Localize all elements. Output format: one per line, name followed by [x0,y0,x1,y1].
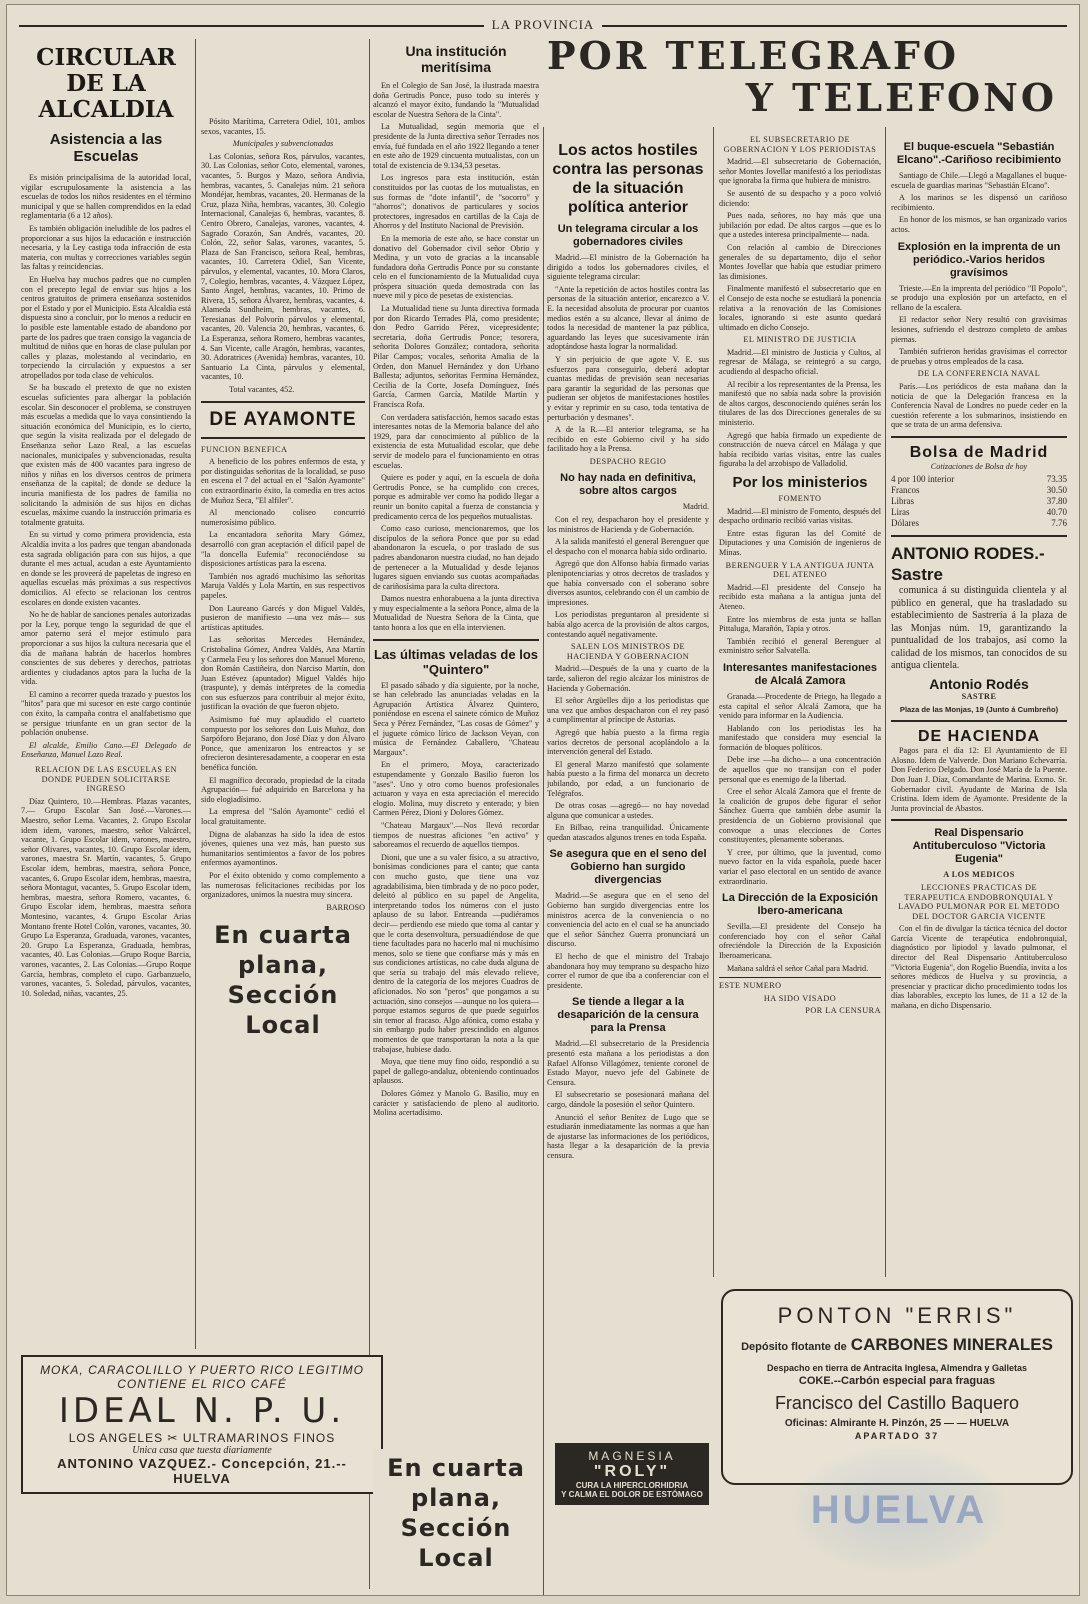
paragraph: El pasado sábado y día siguiente, por la noche, se han celebrado las anunciadas veladas en la Agrupación Artística Álvarez Quintero, poniéndose en escena el sainete cómico de Muñoz Seca y Pérez Fernández, "Las cosas de Gómez" y el juguete cómico lírico de Jackson Veyan, con música de Fernández Caballero, "Chateau Margaux". [373,680,539,757]
paragraph: En Bilbao, reina tranquilidad. Únicamente quedan atascados algunos trenes en toda España. [547,823,709,842]
paragraph: La Mutualidad tiene su Junta directiva formada por don Ricardo Terrades Plá, como presidente; don Pedro Garrido Pérez, vicepresidente; secretaria, doña Gertrudis Ponce; tesorera, señorita Dolores González; contadora, señorita Pilar Campos; vocales, señorita Amalia de la Orden, don Manuel Hernández y don Urbano Ballesta; adjuntos, señoritas Fermina Hernández, Cecilia de la Corte, Josefa Domínguez, Inés García, Carmen García, Matilde Martín y Francisca Rofa. [373,304,539,409]
table-cell: 4 por 100 interior [891,474,955,485]
paragraph: Madrid.—El presidente del Consejo ha recibido esta mañana a la antigua junta del Ateneo. [719,582,881,611]
table-row [891,474,1067,485]
headline-censura: Se tiende a llegar a la desaparición de la censura para la Prensa [557,996,699,1035]
column-3 [373,39,539,1589]
notice-line: ESTE NUMERO [719,981,782,991]
headline-explosion: Explosión en la imprenta de un periódico.-Varios heridos gravísimos [897,240,1061,279]
paragraph: Madrid.—El ministro de Justicia y Cultos, al regresar de Málaga, se reintegró a su cargo, acudiendo al despacho oficial. [719,347,881,377]
table-row [891,518,1067,529]
ad-line: APARTADO 37 [854,1431,940,1441]
paragraph: También sufrieron heridas gravísimas el corrector de pruebas y otros empleados de la casa. [891,347,1067,366]
paragraph: En Huelva hay muchos padres que no cumplen con el precepto legal de enviar sus hijos a los centros gratuitos de primera enseñanza sostenidos por el Estado y por el Municipio. Esta Alcaldía está dispuesta sino a concluir, por lo menos a reducir en lo posible este lamentable estado de abandono por parte de los padres que traen consigo la vagancia de multitud de niños que en horas de clase pululan por calles y plazas, molestando al vecindario, en torpeciendo la circulación y expuestos a ser atropellados por toda clase de vehículos. [21,274,191,380]
paragraph: A de la R.—El anterior telegrama, se ha recibido en este Gobierno civil y ha sido facilitado hoy a la Prensa. [547,425,709,454]
headline-exposicion: La Dirección de la Exposición Ibero-americana [722,892,878,918]
paragraph: Quiere es poder y aquí, en la escuela de doña Gertrudis Ponce, se ha cumplido con creces, porque es admirable ver como ha podido llegar a reunir un bonito capital a fuerza de constancia y predicamento cerca de los pequeños mutualistas. [373,473,539,521]
column-4 [547,135,709,1575]
paragraph: Anunció el señor Benítez de Lugo que se estudiarán inmediatamente las normas a que han de ajustarse las informaciones de los periódicos, hasta llegar a la desaparición de la previa censura. [547,1112,709,1160]
total-vacancies: Total vacantes, 452. [229,385,295,395]
paragraph: A la salida manifestó el general Berenguer que el despacho con el monarca había sido ordinario. [547,537,709,556]
paragraph: También recibió el general Berenguer al exministro señor Salvatella. [719,636,881,656]
ad-line-group [729,1335,1065,1355]
banner-line-1: POR TELEGRAFO [547,33,960,78]
paragraph: Digna de alabanzas ha sido la idea de estos jóvenes, quienes una vez más, han puesto sus humanitarios sentimientos a favor de los pobres enfermos ayamontinos. [201,829,365,868]
paragraph: El subsecretario se posesionará mañana del cargo, dándole la posesión el señor Quintero. [547,1090,709,1109]
headline-rodes: ANTONIO RODES.-Sastre [891,544,1045,585]
ad-brand: IDEAL N. P. U. [58,1391,346,1431]
ad-line: CONTIENE EL RICO CAFÉ [117,1377,287,1391]
paragraph: Los periodistas preguntaron al presidente si había algo acerca de la provisión de altos cargos, contestando aquél negativamente. [547,610,709,639]
paragraph: Entre los miembros de esta junta se hallan Pittaluga, Marañón, Tapia y otros. [719,614,881,634]
ad-line: MOKA, CARACOLILLO Y PUERTO RICO LEGITIMO [40,1363,364,1377]
paragraph: Finalmente manifestó el subsecretario que en el Consejo de esta noche se estudiará la ponencia relativa a la renovación de las Comisiones locales, ignorando si este asunto quedará ultimado en dicho Consejo. [719,284,881,332]
ad-brand: "ROLY" [593,1463,671,1480]
section-divider [373,639,539,641]
paragraph: El camino a recorrer queda trazado y puestos los "hitos" para que mi sucesor en este cargo continúe con éxito, la campaña contra el analfabetismo que se persigue triunfante en un gran sector de la población onubense. [21,689,191,738]
headline-ayamonte: DE AYAMONTE [209,408,357,430]
paragraph: Don Laureano Garcés y don Miguel Valdés, pusieron de manifiesto —una vez más— sus artísticas aptitudes. [201,603,365,632]
paragraph: Madrid.—El ministro de la Gobernación ha dirigido a todos los gobernadores civiles, el siguiente telegrama circular: [547,253,709,282]
paragraph: La empresa del "Salón Ayamonte" cedió el local gratuitamente. [201,807,365,826]
paragraph: Los ingresos para esta institución, están constituidos por las cuotas de los mutualistas, en sus formas de "dote infantil", de "socorro" y "ahorros"; donativos de particulares y socios protectores, ingresados en cartillas de la Caja de Ahorros y del Instituto Nacional de Previsión. [373,173,539,231]
paragraph: París.—Los periódicos de esta mañana dan la noticia de que la Delegación francesa en la Conferencia Naval de Londres no puede ceder en la cuestión referente a los submarinos, insistiendo en que se trata de un arma defensiva. [891,381,1067,430]
ad-brand: PONTON "ERRIS" [777,1303,1017,1328]
subheadline-asistencia: Asistencia a las Escuelas [49,131,163,165]
section-divider [201,437,365,439]
paragraph: Granada.—Procedente de Priego, ha llegado a esta capital el señor Alcalá Zamora, que ha venido para informar en la Audiencia. [719,691,881,721]
ad-line: Y CALMA EL DOLOR DE ESTÓMAGO [561,1490,703,1499]
paragraph: En la memoria de este año, se hace constar un donativo del Gobernador civil señor Obrio y Medina, y un voto de gracias a la incansable fundadora doña Gertrudis Ponce por su constante celo en el funcionamiento de la Mutualidad cuya próspera situación queda demostrada con las nueve mil y pico de pesetas de existencias. [373,233,539,301]
cuarta-plana-notice [373,1449,539,1573]
notice-line: POR LA CENSURA [805,1006,881,1016]
paragraph: Agregó que había firmado un expediente de construcción de nueva cárcel en Málaga y que había recibido varias visitas, entre las cuales figuraba la del arzobispo de Valladolid. [719,430,881,469]
paragraph: Al mencionado coliseo concurrió numerosísimo público. [201,508,365,527]
paragraph: Por el éxito obtenido y como complemento a las numerosas felicitaciones recibidas por los organizadores, unimos la nuestra muy sincera. [201,870,365,900]
rodes-name: Antonio Rodés [929,675,1029,692]
rodes-ad-text: comunica á su distinguida clientela y al público en general, que ha trasladado su establecimiento de Sastrería á la plaza de las Monjas núm. 19, garantizando la puntualidad de los trabajos, así como la calidad de los mismos, tan conocidos de su antigua clientela. [891,585,1067,672]
watermark-text: HUELVA [810,1487,988,1532]
paragraph: La encantadora señorita Mary Gómez, desarrolló con gran aceptación el difícil papel de "la doncella Eufemia" reconociéndose su disposiciones artísticas para la escena. [201,530,365,569]
paragraph: Agregó que había puesto a la firma regia varios decretos de personal acoplándolo a la intervención general del Estado. [547,727,709,757]
paragraph: El general Marzo manifestó que solamente había puesto a la firma del monarca un decreto jubilando, por edad, a un funcionario de Telégrafos. [547,759,709,798]
table-row [891,507,1067,518]
section-divider [891,436,1067,438]
headline-actos-hostiles: Los actos hostiles contra las personas de la situación política anterior [552,142,704,216]
paragraph: Es también obligación ineludible de los padres el proporcionar a sus hijos la educación e instrucción necesaria, y la Ley castiga toda infracción de esta materia, con multas y correcciones variables según las faltas y reincidencias. [21,223,191,272]
section-label: DESPACHO REGIO [589,456,667,466]
rodes-address: Plaza de las Monjas, 19 (Junto á Cumbreño) [899,704,1059,714]
paragraph: A los marinos se les dispensó un cariñoso recibimiento. [891,193,1067,212]
masthead [19,17,1067,33]
paragraph: En el primero, Moya, caracterizado estupendamente y Gonzalo Basilio fueron los "ases". Uno y otro como buenos profesionales actuaron y vaya en esta apreciación el merecido elogio. Molina, muy discreto y enterado; y bien Carmen Pérez, Dioni y Dolores Gómez. [373,760,539,818]
table-cell: Libras [891,496,914,507]
section-divider [201,401,365,403]
paragraph: Madrid.—El subsecretario de Gobernación, señor Montes Jovellar manifestó a los periodistas que ignoraba la firma que hubiera de ministro. [719,157,881,186]
subheadline-telegrama: Un telegrama circular a los gobernadores civiles [557,223,699,248]
ad-line: Despacho en tierra de Antracita Inglesa, Almendra y Galletas [767,1363,1027,1373]
paragraph: Madrid.—El ministro de Fomento, después del despacho ordinario recibió varias visitas. [719,506,881,526]
headline-hacienda: DE HACIENDA [917,728,1041,746]
paragraph: Agregó que don Alfonso había firmado varias plenipotenciarias y otros decretos de traslados y que había conversado con el soberano sobre diversos asuntos, celebrando con él un cambio de impresiones. [547,559,709,607]
paragraph: No he de hablar de sanciones penales autorizadas por la Ley, porque tengo la seguridad de que el amor paterno será el mejor estímulo para proporcionar a sus hijos la cultura necesaria que el día de mañana habrán de hacerlos hombres conscientes de sus deberes y derechos, patriotas ardientes y ciudadanos aptos para la lucha de la vida. [21,610,191,687]
headline-veladas: Las últimas veladas de los "Quintero" [373,646,539,677]
ad-line: CARBONES MINERALES [850,1335,1053,1354]
ad-line: Oficinas: Almirante H. Pinzón, 25 — — HUELVA [784,1418,1010,1429]
paragraph: Como caso curioso, mencionaremos, que los discípulos de la señora Ponce que por su edad abandonaron la escuela, o por traslado de sus padres abandonaron nuestra ciudad, no han dejado de pertenecer a la Mutualidad y desde lejanos lugares siguen enviando sus cuotas acompañadas de cariñosísima para la culta directora. [373,524,539,591]
banner-line-2: Y TELEFONO [745,75,1057,120]
paragraph: Con verdadera satisfacción, hemos sacado estas interesantes notas de la Memoria balance del año 1929, para dar conocimiento al público de la existencia de esta Mutualidad escolar, que debe servir de modelo para el funcionamiento en otras escuelas. [373,412,539,470]
paragraph: De otras cosas —agregó— no hay novedad alguna que comunicar a ustedes. [547,801,709,820]
paragraph: Se ausentó de su despacho y a poco volvió diciendo: [719,188,881,208]
archive-watermark [789,1445,1009,1575]
paragraph: Santiago de Chile.—Llegó a Magallanes el buque-escuela de guardias marinas "Sebastián Elcano". [891,171,1067,190]
headline-bolsa: Bolsa de Madrid [909,443,1049,461]
paragraph: Las señoritas Mercedes Hernández, Cristobalina Gómez, Andrea Valdés, Ana Martín y Carmela Feu y los señores don Manuel Moreno, don Román Castiñeira, don Narciso Martín, don Juan Estévez (apuntador) Miguel Valdés hijo (traspunte), y demás intérpretes de la comedia con sus esfuerzos para contribuir al mejor éxito, justifican la ovación de que fueron objeto. [201,635,365,712]
censorship-notice [719,977,881,1016]
subheadline-medicos: A LOS MEDICOS [943,870,1015,880]
paragraph: Con el rey, despacharon hoy el presidente y los ministros de Hacienda y de Gobernación. [547,515,709,534]
list-subtitle: Municipales y subvencionadas [232,139,334,149]
paragraph: Debe irse —ha dicho— a una concentración de aquellos que no transijan con el poder personal que es enemigo de la libertad. [719,755,881,784]
paragraph: Mañana saldrá el señor Cañal para Madrid. [727,963,869,973]
section-label: FOMENTO [778,494,822,503]
paragraph: "Chateau Margaux".—Nos llevó recordar tiempos de nuestras aficiones "en activo" y saboreamos el recuerdo de aquellos tiempos. [373,820,539,850]
subheadline-ministros: SALEN LOS MINISTROS DE HACIENDA Y GOBERNACION [566,642,690,661]
notice-line: Sección Local [400,1514,512,1572]
ad-magnesia-roly [555,1443,709,1505]
notice-line: En cuarta plana, [214,921,352,980]
subheadline-funcion: FUNCION BENEFICA [201,444,288,454]
table-row [891,485,1067,496]
paragraph: Cree el señor Alcalá Zamora que el frente de la coalición de grupos debe figurar el señor Sánchez Guerra que también debe asumir la presidencia de un Gobierno provisional que convoque a unas elecciones de Cortes constituyentes, plenamente soberanas. [719,787,881,845]
schools-list: Díaz Quintero, 10.—Hembras. Plazas vacantes, 7.— Grupo Escolar San José.—Varones.—Maestro, señor Lema. Vacantes, 2. Grupo Escolar idem idem, varones, maestro, señor Valcárcel, vacante, 1. Grupo Escolar idem, varones, maestro, señor Olivares, vacantes, 10. Grupo Escolar idem, varones, maestra Sr. Martín, vacantes, 5. Grupo Escolar idem, hembras, maestra, señora Ponce, vacantes, 6. Grupo Escolar idem, hembras, maestra, señora Montagut, vacantes, 5. Grupo Escolar idem, hembras, maestra, señora Romero, vacantes, 6. Grupo Escolar idem, hembras, maestra señora Montesino, vacantes, 4. Grupo Escolar Arias Montano frente Hotel Colón, varones, vacantes, 30. Grupo La Esperanza, Graduada, varones, vacantes, 20. Grupo La Esperanza, Graduada, hembras, vacantes, 40. Las Colonias.—Grupo Roque Barcia, varones, vacantes, 2. Las Colonias.—Grupo Roque García, hembras, completo el cupo. Garbanzuelo, varones, vacantes, 5. Soledad, párvulos, vacantes, 10. Soledad, niñas, vacantes, 25. [21,796,191,998]
subheadline-subsecretario: EL SUBSECRETARIO DE GOBERNACION Y LOS PERIODISTAS [723,135,877,154]
paragraph: Dolores Gómez y Manolo G. Basilio, muy en carácter y satisfaciendo de pleno al auditorio. Molina acertadísimo. [373,1089,539,1118]
paragraph: También nos agradó muchísimo las señoritas Maruja Valdés y Lola Martín, en sus respectivos papeles. [201,571,365,600]
paragraph: Al recibir a los representantes de la Prensa, les manifestó que no sabía nada sobre la provisión de altos cargos, desconociendo quiénes serán los titulares de las dos Direcciones generales de su ministerio. [719,379,881,428]
section-divider [891,819,1067,821]
headline-circular: CIRCULAR DE LA ALCALDIA [36,44,176,123]
list-title: RELACION DE LAS ESCUELAS EN DONDE PUEDEN SOLICITARSE INGRESO [35,765,177,794]
section-divider [891,720,1067,722]
column-6 [891,135,1067,1285]
headline-dispensario: Real Dispensario Antituberculoso "Victoria Eugenia" [912,827,1046,866]
schools-list-municipal: Las Colonias, señora Ros, párvulos, vacantes, 30. Las Colonias, señor Coto, elemental, varones, vacantes, 5. Burgos y Mazo, señora Andivia, hembras, vacantes, 5. Canalejas núm. 21 señora Mondéjar, hembras, vacantes, 20. Hermanas de la Cruz, plaza Niña, hembras, vacantes, 30. Colegio Internacional, Canalejas 6, hembras, vacantes, 8. Centro Obrero, Canalejas, varones, vacantes, 4. Sagrado Corazón, San Andrés, vacantes, 20. Colón, 22, señor Salas, varones, vacantes, 5. Plaza de San Francisco, señora Real, hembras, vacantes, 10. Carretera Odiel, San Vicente, párvulos, y elemental, vacantes, 10. Mora Claros, 7, Colegio, hembras, vacantes, 4. Vázquez López, Santo Ángel, hembras, vacantes, 10. Primo de Rivera, 15, señora Álvarez, hembras, vacantes, 4. Alameda Sundheim, hembras, vacantes, 6. Teresianas del Polvorín párvulos y elemental, vacantes, 20. Valencia 20, hembras, vacantes, 6. La Esperanza, señora Romero, hembras vacantes, 4. San Vicente, calle Aragón, hembras, vacantes, 30. Adoratrices (Avenida) hembras, vacantes, 10. Santuario La Cinta, párvulos y elemental, vacantes, 10. [201,151,365,382]
table-cell: 37.80 [1046,496,1067,507]
paragraph: Entre estas figuran las del Comité de Diputaciones y una Comisión de ingenieros de Minas. [719,528,881,557]
paragraph: Y cree, por último, que la juventud, como nuevo factor en la vida española, puede hacer variar el paso electoral en un sentido de avance extraordinario. [719,847,881,886]
signature: BARROSO [326,902,365,912]
paragraph: Asimismo fué muy aplaudido el cuarteto compuesto por los señores don Luis Muñoz, don Sarpóforo Bejarano, don José Díaz y don Álvaro Ponce, que amenizaron los entreactos y se ofrecieron desinteresadamente, a cooperar en esta benéfica función. [201,715,365,773]
column-rule [543,127,544,1596]
notice-line: En cuarta plana, [387,1454,525,1512]
paragraph: Con relación al cambio de Direcciones generales de su departamento, dijo el señor Montes Jovellar que había que estudiar primero las dimisiones. [719,242,881,281]
paragraph: Damos nuestra enhorabuena a la junta directiva y muy especialmente a la señora Ponce, alma de la Mutualidad de Nuestra Señora de la Cinta, que tanto honra a los que en ella intervienen. [373,594,539,633]
paragraph: Es misión principalísima de la autoridad local, vigilar escrupulosamente la asistencia a las escuelas de todos los niños residentes en el término municipal y que se hallen comprendidos en la edad reglamentaria (6 a 12 años). [21,173,191,221]
paragraph: Se ha buscado el pretexto de que no existen escuelas suficientes para albergar la población escolar. Sin desconocer el problema, se construyen más escuelas a medida que lo vaya consintiendo la situación económica del Municipio, es lo cierto, que según la visita realizada por el delegado de Enseñanza señor Lazo Real, a las escuelas nacionales, municipales y subvencionadas, resulta que existen más de 400 vacantes para ingreso de niños y niñas en los diversos centros de primera enseñanza de la capital; de donde se deduce la incuria manifiesta de los padres de familia no solicitando la admisión de sus hijos en dichas escuelas, máxime cuando la instrucción primaria es totalmente gratuita. [21,383,191,527]
paragraph: En su virtud y como primera providencia, esta Alcaldía invita a los padres que tengan abandonada esta sagrada obligación para con sus hijos, a que durante el mes actual, acudan a este Ayuntamiento en donde se les proveerá de papeletas de ingreso en aquellas escuelas más próximas a sus respectivos domicilios. Al efecto se relacionan los centros escolares en donde existen vacantes. [21,530,191,607]
paragraph: Madrid.—Se asegura que en el seno del Gobierno han surgido divergencias entre los ministros acerca de la conveniencia o no conveniencia del acto en el cual se ha anunciado que el señor Sánchez Guerra pronunciará un discurso. [547,891,709,949]
paragraph: Dioni, que une a su valer físico, a su atractivo, bonísimas condiciones para el canto; que canta con mucho gusto, que tiene una voz agradabilísima, bien timbrada y de no poco poder, deleitó al público en su papel de Angelita, interpretando todos los números con el justo aplauso de su labor. Entreanda —pudiéramos decir— perdiendo ese miedo que toma al cantar y que le corta desenvoltura, persuadiéndose de que tiene facultades para no hacerlo mal ni muchísimo menos, solo se tiene que confiarse más y más en sus condiciones artísticas, no cabe duda alguna de que sería su trabajo del más elevado relieve, dentro de la categoría de los mejores Cuadros de aficionados. No son "peros" que pongamos a su actuación, sino consejos —aunque no los quiera— porque estamos seguros de que puede seguirlos sin temor al fracaso. Algo afónica, como estaba y sin embargo pudo haber prescindido en algunos momentos de que transportaran la nota a la que trabajase, hubiese dado. [373,852,539,1054]
notice-line: HA SIDO VISADO [763,993,837,1003]
ad-line: Francisco del Castillo Baquero [774,1393,1020,1413]
paragraph: Trieste.—En la imprenta del periódico "Il Popolo", se produjo una explosión por un artefacto, en el rellano de la escalera. [891,283,1067,312]
paragraph: Madrid.—El subsecretario de la Presidencia presentó esta mañana a los periodistas a don Rafael Alfonso Villagómez, teniente coronel de Estado Mayor, nuevo jefe del Gabinete de Censura. [547,1039,709,1087]
ad-line: CURA LA HIPERCLORHIDRIA [575,1481,689,1490]
paragraph: "Ante la repetición de actos hostiles contra las personas de la situación anterior, encarezco a V. E. la necesidad absoluta de procurar por cuantos medios estén a su alcance, llevar al ánimo de todos la necesidad de mantener la paz pública, aguardando las leyes que sucesivamente irán adoptándose hasta lograr la normalidad. [547,284,709,352]
ad-ideal [21,1355,383,1494]
column-2 [201,39,365,1349]
cuarta-plana-notice [201,920,365,1040]
column-rule [713,127,714,1277]
ad-line: ANTONINO VAZQUEZ.- Concepción, 21.--HUELVA [57,1456,347,1486]
masthead-title: LA PROVINCIA [484,17,603,32]
headline-institucion: Una institución meritísima [405,43,507,75]
signature: El alcalde, Emilio Cano.—El Delegado de Enseñanza, Manuel Lazo Real. [21,740,191,760]
paragraph: El hecho de que el ministro del Trabajo abandonara hoy muy temprano su despacho hizo correr el rumor de que iba a conferenciar con el presidente. [547,952,709,990]
schools-list-cont: Pósito Marítima, Carretera Odiel, 101, ambos sexos, vacantes, 15. [201,117,365,136]
paragraph: Madrid.—Después de la una y cuarto de la tarde, salieron del regio alcázar los ministros de Hacienda y Gobernación. [547,664,709,693]
column-rule [195,39,196,1349]
paragraph: Pues nada, señores, no hay más que una jubilación por edad. De altos cargos —que es lo que a ustedes interesa principalmente— nada. [719,211,881,240]
ad-line: LOS ANGELES ✂ ULTRAMARINOS FINOS [68,1431,336,1445]
paragraph: A beneficio de los pobres enfermos de esta, y por distinguidas señoritas de la localidad, se puso en escena el 7 del actual en el "Salón Ayamonte" con extraordinario éxito, la comedia en tres actos de Muñoz Seca, "El alfiler". [201,457,365,505]
ad-line: MAGNESIA [588,1449,676,1463]
paragraph: El magnífico decorado, propiedad de la citada Agrupación— fué adquirido en Barcelona y ha sido elogiadísimo. [201,775,365,804]
paragraph: El señor Argüelles dijo a los periodistas que una vez que ambos despacharon con el rey pasó a cumplimentar al príncipe de Asturias. [547,696,709,725]
headline-alcala-zamora: Interesantes manifestaciones de Alcalá Zamora [722,661,878,687]
paragraph: En el Colegio de San José, la ilustrada maestra doña Gertrudis Ponce, puso todo su interés y alcanzó el mayor éxito, fundando la "Mutualidad escolar de Nuestra Señora de la Cinta". [373,81,539,119]
ad-line: Unica casa que tuesta diariamente [132,1445,272,1456]
table-cell: Francos [891,485,920,496]
table-row [891,496,1067,507]
table-cell: Dólares [891,518,919,529]
notice-line: Sección Local [227,981,339,1040]
column-5 [719,135,881,1275]
ad-line: Depósito flotante de [741,1341,847,1353]
headline-ministerios: Por los ministerios [732,474,868,491]
column-1 [21,39,191,1349]
table-cell: 73.35 [1046,474,1067,485]
paragraph: LECCIONES PRACTICAS DE TERAPEUTICA ENDOBRONQUIAL Y LAVADO PULMONAR POR EL METODO DEL DOCTOR GARCIA VICENTE [898,882,1060,921]
paragraph: Pagos para el día 12: El Ayuntamiento de El Alosno. Idem de Valverde. Don Mariano Echevarría. Don Federico Delgado. Don José María de la Puente. Don Juan J. Díaz, Comandante de Marina. Exmo. Sr. Gobernador civil. Ayudante de Marina de Isla Cristina. Idem idem de Ayamonte. Presidente de la Junta provincial de Abastos. [891,746,1067,813]
newspaper-page [6,4,1080,1596]
table-cell: Liras [891,507,910,518]
paragraph: En honor de los mismos, se han organizado varios actos. [891,215,1067,234]
bolsa-subtitle: Cotizaciones de Bolsa de hoy [930,461,1028,471]
subheadline-justicia: EL MINISTRO DE JUSTICIA [743,335,857,345]
table-cell: 40.70 [1046,507,1067,518]
dateline: Madrid. [682,502,709,512]
paragraph: Y sin perjuicio de que agote V. E. sus esfuerzos para conseguirlo, deberá adoptar cuantas medidas de previsión sean necesarias para garantir la seguridad de las personas que pudieran ser objetos de manifestaciones hostiles y evitar y reprimir en su caso, toda tentativa de perturbación y desmanes". [547,354,709,422]
table-cell: 7.76 [1051,518,1067,529]
column-rule [885,127,886,1277]
paragraph: La Mutualidad, según memoria que el presidente de la Junta directiva señor Terrades nos envía, fué fundada en el año 1922 llegando a tener en este año de 1929 cincuenta mutualistas, con un total de existencia de 9.134,53 pesetas. [373,122,539,170]
banner-telegrafo [547,35,1067,123]
rodes-role: SASTRE [961,691,997,701]
ad-line: COKE.--Carbón especial para fraguas [798,1375,996,1387]
paragraph: Hablando con los periodistas les ha manifestado que considera muy esencial la formación de bloques políticos. [719,723,881,752]
section-divider [891,535,1067,537]
paragraph: El redactor señor Nery resultó con gravísimas lesiones, sufriendo el destrozo completo de ambas piernas. [891,315,1067,344]
subheadline-conferencia: DE LA CONFERENCIA NAVAL [917,369,1041,379]
paragraph: Moya, que tiene muy fino oído, respondió a su papel de gallego-andaluz, obteniendo continuados aplausos. [373,1057,539,1086]
headline-altos-cargos: No hay nada en definitiva, sobre altos cargos [560,472,696,498]
paragraph: Con el fin de divulgar la táctica técnica del doctor García Vicente de terapéutica endobronquial, diagnóstico por lipiodol y lavado pulmonar, el director del Real Dispensario Antituberculoso "Victoria Eugenia", don Rogelio Buendía, invita a los señores médicos de Huelva y su provincia, a presenciar y practicar dicho procedimiento todos los días laborables, excepto los lunes, de 11 a 12 de la mañana, en dicho Dispensario. [891,924,1067,1011]
headline-divergencias: Se asegura que en el seno del Gobierno han surgido divergencias [549,848,707,887]
headline-elcano: El buque-escuela "Sebastián Elcano".-Cariñoso recibimiento [896,141,1062,166]
paragraph: Sevilla.—El presidente del Consejo ha conferenciado hoy con el señor Cañal ofreciéndole la Dirección de la Exposición Iberoamericana. [719,922,881,960]
subheadline-ateneo: BERENGUER Y LA ANTIGUA JUNTA DEL ATENEO [725,560,875,580]
table-cell: 30.50 [1046,485,1067,496]
bolsa-table [891,474,1067,529]
